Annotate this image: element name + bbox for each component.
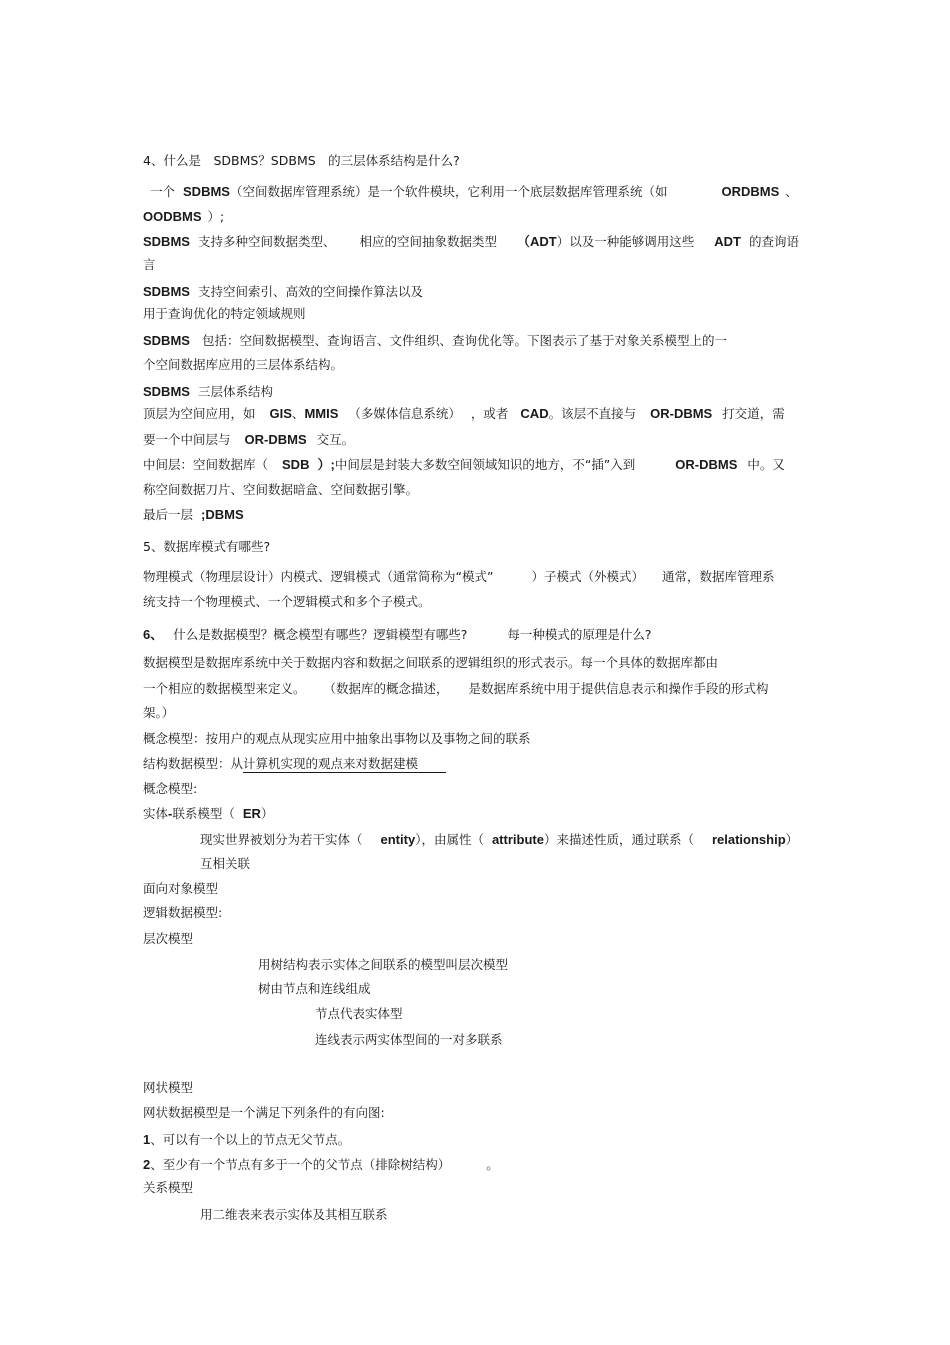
term-adt: （ADT [516, 234, 557, 249]
text: 的查询语 [748, 234, 799, 249]
q6-paragraph-4: 概念模型: [143, 781, 198, 796]
text: ）; [317, 457, 335, 472]
term-er: ER [242, 806, 261, 821]
q6-paragraph-15: 网状数据模型是一个满足下列条件的有向图: [143, 1105, 385, 1120]
text: ）子模式（外模式） [531, 569, 644, 584]
term-adt: ADT [714, 234, 741, 249]
question-4-title: 4、什么是 SDBMS？SDBMS 的三层体系结构是什么? [143, 153, 460, 168]
text: 交互。 [316, 432, 355, 447]
text: 一个相应的数据模型来定义。 [143, 681, 306, 696]
q6-paragraph-16 [143, 1132, 350, 1148]
text: ）; [207, 209, 225, 224]
text: 物理模式（物理层设计）内模式、逻辑模式（通常简称为“模式” [143, 569, 494, 584]
q4-paragraph-3-line-1 [143, 284, 423, 300]
text: （多媒体信息系统） [348, 406, 461, 421]
q6-paragraph-8: 逻辑数据模型: [143, 905, 223, 920]
text: 、 [785, 184, 798, 199]
q4-paragraph-8 [143, 507, 244, 523]
q4-paragraph-7-line-2: 称空间数据刀片、空间数据暗盒、空间数据引擎。 [143, 482, 419, 497]
q6-paragraph-9: 层次模型 [143, 931, 194, 946]
q4-paragraph-4-line-2: 个空间数据库应用的三层体系结构。 [143, 357, 344, 372]
text: 中间层是封装大多数空间领域知识的地方，不“插”入到 [334, 457, 636, 472]
text: 最后一层 [143, 507, 194, 522]
text: 中。又 [747, 457, 785, 472]
q6-paragraph-6-line-1 [200, 832, 798, 848]
text: 要一个中间层与 [143, 432, 231, 447]
term-sdbms: SDBMS [143, 384, 190, 399]
q6-paragraph-1-line-3: 架。） [143, 705, 175, 720]
q6-paragraph-3 [143, 756, 446, 773]
text: ），由属性（ [415, 832, 484, 847]
term-relationship: relationship [711, 832, 786, 847]
q4-paragraph-6-line-1 [143, 406, 785, 422]
text: 包括：空间数据模型、查询语言、文件组织、查询优化等。下图表示了基于对象关系模型上的一 [201, 333, 727, 348]
q6-paragraph-11: 树由节点和连线组成 [258, 981, 371, 996]
q4-paragraph-4-line-1 [143, 333, 727, 349]
q6-paragraph-10: 用树结构表示实体之间联系的模型叫层次模型 [258, 957, 509, 972]
q4-paragraph-7-line-1 [143, 457, 785, 473]
term-gis: GIS [269, 406, 292, 421]
q6-paragraph-1-line-2 [143, 681, 769, 697]
text: 相应的空间抽象数据类型 [359, 234, 497, 249]
q6-paragraph-5 [143, 806, 273, 822]
term-or-dbms: OR-DBMS [650, 406, 713, 421]
text: 结构数据模型：从 [143, 756, 244, 771]
text: ）以及一种能够调用这些 [556, 234, 695, 249]
list-number: 1 [143, 1132, 151, 1147]
q6-paragraph-12: 节点代表实体型 [315, 1006, 403, 1021]
text: 现实世界被划分为若干实体（ [200, 832, 363, 847]
text: ） [785, 832, 799, 847]
term-attribute: attribute [491, 832, 544, 847]
term-sdbms: SDBMS [183, 184, 230, 199]
text: 、至少有一个节点有多于一个的父节点（排除树结构） [150, 1157, 451, 1172]
term-entity: entity [380, 832, 416, 847]
q5-paragraph-1-line-2: 统支持一个物理模式、一个逻辑模式和多个子模式。 [143, 594, 431, 609]
q6-paragraph-6-line-2: 互相关联 [200, 856, 251, 871]
text: 。 [486, 1157, 499, 1172]
text: 支持多种空间数据类型、 [197, 234, 336, 249]
text: 是数据库系统中用于提供信息表示和操作手段的形式构 [468, 681, 769, 696]
text: 什么是数据模型？概念模型有哪些？逻辑模型有哪些? [173, 627, 468, 642]
term-dbms: ;DBMS [201, 507, 244, 522]
underlined-text: 计算机实现的观点来对数据建模 [243, 756, 446, 773]
term-sdbms: SDBMS [143, 284, 190, 299]
q6-paragraph-1-line-1: 数据模型是数据库系统中关于数据内容和数据之间联系的逻辑组织的形式表示。每一个具体的数据库都由 [143, 655, 719, 670]
text: 、 [291, 406, 305, 421]
text: ） [260, 806, 274, 821]
question-number: 6、 [143, 627, 164, 642]
term-sdb: SDB [282, 457, 310, 472]
q6-paragraph-14: 网状模型 [143, 1080, 194, 1095]
term-or-dbms: OR-DBMS [675, 457, 738, 472]
text: 。该层不直接与 [548, 406, 637, 421]
text: 实体 [143, 806, 169, 821]
text: 顶层为空间应用，如 [143, 406, 256, 421]
q4-paragraph-5 [143, 384, 273, 400]
q6-paragraph-2: 概念模型：按用户的观点从现实应用中抽象出事物以及事物之间的联系 [143, 731, 531, 746]
term-ordbms: ORDBMS [721, 184, 780, 199]
q4-paragraph-3-line-2: 用于查询优化的特定领域规则 [143, 306, 306, 321]
question-5-title: 5、数据库模式有哪些? [143, 539, 271, 554]
term-oodbms: OODBMS [143, 209, 202, 224]
text: 打交道，需 [722, 406, 785, 421]
text: 通常，数据库管理系 [661, 569, 775, 584]
text: 支持空间索引、高效的空间操作算法以及 [197, 284, 423, 299]
q4-paragraph-1-line-2 [143, 209, 224, 225]
q4-paragraph-2-line-1 [143, 234, 799, 250]
list-number: 2 [143, 1157, 151, 1172]
q5-paragraph-1-line-1 [143, 569, 774, 585]
term-sdbms: SDBMS [143, 333, 190, 348]
term-cad: CAD [520, 406, 549, 421]
text: 中间层：空间数据库（ [143, 457, 269, 472]
text: 、可以有一个以上的节点无父节点。 [150, 1132, 351, 1147]
q4-paragraph-1-line-1 [150, 184, 798, 200]
question-6-title [143, 627, 652, 643]
q6-paragraph-13: 连线表示两实体型间的一对多联系 [315, 1032, 503, 1047]
q4-paragraph-2-line-2: 言 [143, 257, 156, 272]
text: 联系模型（ [172, 806, 235, 821]
text: 一个 [150, 184, 176, 199]
q6-paragraph-7: 面向对象模型 [143, 881, 219, 896]
text: 三层体系结构 [197, 384, 273, 399]
q4-paragraph-6-line-2 [143, 432, 354, 448]
text: （空间数据库管理系统）是一个软件模块，它利用一个底层数据库管理系统（如 [229, 184, 668, 199]
q6-paragraph-19: 用二维表来表示实体及其相互联系 [200, 1207, 388, 1222]
text: ，或者 [470, 406, 509, 421]
text: ）来描述性质，通过联系（ [543, 832, 694, 847]
text: - [168, 806, 173, 821]
q6-paragraph-18: 关系模型 [143, 1180, 194, 1195]
q6-paragraph-17 [143, 1157, 499, 1173]
term-or-dbms: OR-DBMS [244, 432, 307, 447]
text: 每一种模式的原理是什么? [507, 627, 652, 642]
term-sdbms: SDBMS [143, 234, 190, 249]
term-mmis: MMIS [304, 406, 339, 421]
text: （数据库的概念描述， [323, 681, 449, 696]
